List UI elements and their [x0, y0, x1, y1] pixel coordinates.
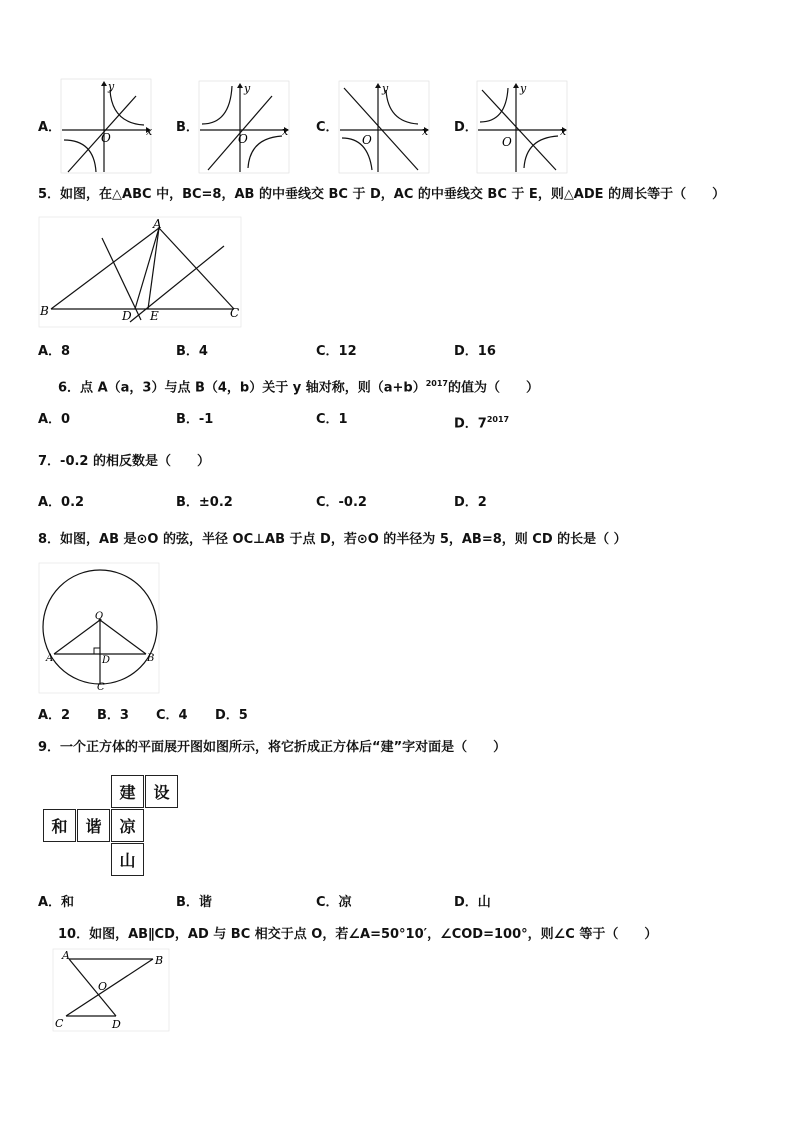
q5-label-c: C [230, 306, 240, 320]
q6-stem-pre: 6．点 A（a，3）与点 B（4，b）关于 y 轴对称，则（a+b） [58, 380, 426, 396]
q6-stem-post: 的值为（ ） [448, 380, 540, 396]
q4-d-x-label: x [560, 125, 567, 138]
q4-option-a-letter: A． [38, 120, 62, 135]
q9-cell-jian: 建 [111, 775, 144, 808]
q10-label-d: D [112, 1018, 121, 1031]
q4-d-origin-label: O [502, 135, 512, 149]
q10-label-o: O [98, 980, 108, 993]
q5-option-a: A．8 [38, 344, 71, 359]
q8-label-a: A [46, 653, 54, 664]
q5-option-c: C．12 [316, 344, 357, 359]
q6-option-d-exponent: 2017 [486, 415, 510, 424]
q10-label-a: A [62, 949, 70, 962]
q4-graph-b [198, 80, 290, 174]
q4-graph-a [60, 78, 152, 174]
q9-option-c: C．凉 [316, 895, 352, 910]
q4-b-y-label: y [244, 82, 251, 95]
q4-graph-c [338, 80, 430, 174]
q4-option-d-letter: D． [454, 120, 478, 135]
q10-label-b: B [155, 954, 164, 967]
q5-option-b: B．4 [176, 344, 208, 359]
q9-option-b: B．谐 [176, 895, 212, 910]
q8-label-d: D [102, 655, 111, 666]
q8-option-a: A．2 [38, 708, 71, 723]
q4-option-b-letter: B． [176, 120, 199, 135]
q6-option-b: B．-1 [176, 412, 214, 427]
q4-option-c-letter: C． [316, 120, 339, 135]
q4-graph-d [476, 80, 568, 174]
q6-option-c: C．1 [316, 412, 348, 427]
q6-option-a: A．0 [38, 412, 71, 427]
q7-stem: 7．-0.2 的相反数是（ ） [38, 454, 210, 469]
q5-stem: 5．如图，在△ABC 中，BC=8，AB 的中垂线交 BC 于 D，AC 的中垂线交 BC 于 E，则△ADE 的周长等于（ ） [38, 187, 726, 202]
q6-stem-exponent: 2017 [425, 379, 448, 388]
q6-option-d-base: D．7 [454, 416, 487, 432]
q4-c-origin-label: O [362, 133, 372, 147]
q10-stem: 10．如图，AB∥CD，AD 与 BC 相交于点 O，若∠A=50°10′，∠COD=100°，则∠C 等于（ ） [58, 927, 658, 942]
q10-label-c: C [55, 1017, 64, 1030]
q5-label-a: A [153, 217, 162, 231]
q5-label-e: E [150, 309, 159, 323]
q5-label-b: B [40, 304, 49, 318]
q8-stem: 8．如图，AB 是⊙O 的弦，半径 OC⊥AB 于点 D，若⊙O 的半径为 5，AB=8，则 CD 的长是（ ） [38, 532, 627, 547]
q4-a-origin-label: O [101, 131, 111, 145]
q4-b-origin-label: O [238, 132, 248, 146]
q8-label-b: B [147, 653, 155, 664]
q6-option-d [454, 412, 509, 432]
q4-c-y-label: y [382, 82, 389, 95]
q5-option-d: D．16 [454, 344, 496, 359]
q9-cell-she: 设 [145, 775, 178, 808]
q7-option-c: C．-0.2 [316, 495, 367, 510]
q6-stem [58, 376, 539, 396]
q9-cell-shan: 山 [111, 843, 144, 876]
q9-option-a: A．和 [38, 895, 75, 910]
q9-cell-liang: 凉 [111, 809, 144, 842]
q4-c-x-label: x [422, 125, 429, 138]
q9-stem: 9．一个正方体的平面展开图如图所示，将它折成正方体后“建”字对面是（ ） [38, 740, 507, 755]
q9-option-d: D．山 [454, 895, 491, 910]
q8-option-b: B．3 [97, 708, 129, 723]
q7-option-b: B．±0.2 [176, 495, 233, 510]
q4-a-x-label: x [146, 125, 152, 138]
q5-label-d: D [122, 309, 132, 323]
q7-option-a: A．0.2 [38, 495, 85, 510]
q8-option-c: C．4 [156, 708, 188, 723]
q8-option-d: D．5 [215, 708, 248, 723]
q9-cell-he: 和 [43, 809, 76, 842]
q4-a-y-label: y [108, 80, 115, 93]
q9-cell-xie: 谐 [77, 809, 110, 842]
q5-triangle-figure [38, 216, 244, 328]
q8-label-o: O [95, 611, 104, 622]
q4-d-y-label: y [520, 82, 527, 95]
q4-b-x-label: x [282, 125, 289, 138]
q8-circle-figure [38, 562, 162, 694]
q10-figure [52, 948, 172, 1032]
q8-label-c: C [97, 682, 105, 693]
q7-option-d: D．2 [454, 495, 487, 510]
